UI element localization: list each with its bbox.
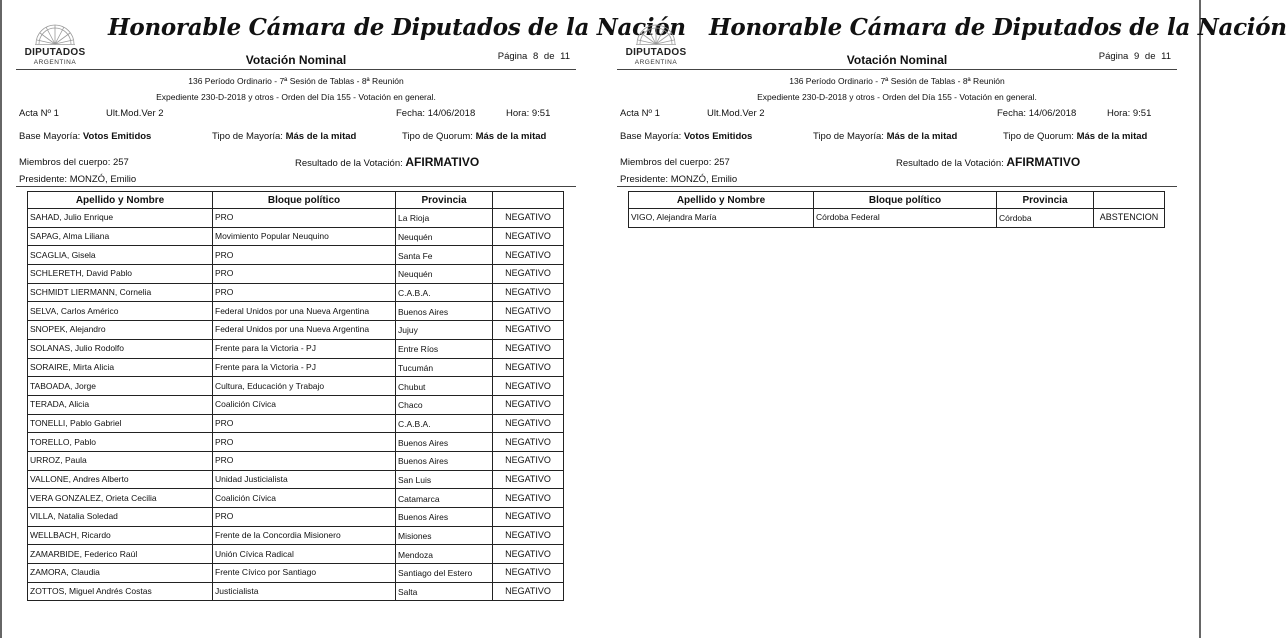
- cell-bloque: PRO: [213, 283, 396, 302]
- page-number: Página 8 de 11: [497, 51, 570, 62]
- presidente: Presidente: MONZÓ, Emilio: [620, 174, 738, 185]
- cell-bloque: Frente para la Victoria - PJ: [213, 358, 396, 377]
- cell-voto: NEGATIVO: [493, 377, 564, 396]
- fecha-field: Fecha: 14/06/2018: [396, 108, 476, 119]
- title-divider: [16, 69, 576, 70]
- cell-provincia: C.A.B.A.: [396, 414, 493, 433]
- base-mayoria: Base Mayoría: Votos Emitidos: [19, 131, 152, 142]
- cell-provincia: Buenos Aires: [396, 451, 493, 470]
- column-header-name: Apellido y Nombre: [629, 192, 814, 209]
- table-row: [28, 508, 564, 527]
- cell-name: SOLANAS, Julio Rodolfo: [28, 339, 213, 358]
- cell-voto: NEGATIVO: [493, 209, 564, 228]
- tipo-quorum: Tipo de Quorum: Más de la mitad: [1003, 131, 1148, 142]
- cell-voto: NEGATIVO: [493, 246, 564, 265]
- congress-dome-icon: [635, 14, 677, 46]
- table-row: [28, 321, 564, 340]
- cell-voto: NEGATIVO: [493, 302, 564, 321]
- cell-name: URROZ, Paula: [28, 451, 213, 470]
- cell-name: TABOADA, Jorge: [28, 377, 213, 396]
- logo-text-argentina: ARGENTINA: [33, 59, 77, 66]
- table-row: [28, 339, 564, 358]
- miembros-cuerpo: Miembros del cuerpo: 257: [19, 157, 129, 168]
- ult-mod-version: Ult.Mod.Ver 2: [707, 108, 765, 119]
- miembros-cuerpo: Miembros del cuerpo: 257: [620, 157, 730, 168]
- cell-provincia: Mendoza: [396, 545, 493, 564]
- resultado-votacion: Resultado de la Votación: AFIRMATIVO: [295, 155, 480, 169]
- column-header-bloque: Bloque político: [814, 192, 997, 209]
- cell-bloque: PRO: [213, 508, 396, 527]
- cell-bloque: Coalición Cívica: [213, 395, 396, 414]
- cell-voto: NEGATIVO: [493, 508, 564, 527]
- resultado-votacion: Resultado de la Votación: AFIRMATIVO: [896, 155, 1081, 169]
- hora-field: Hora: 9:51: [1107, 108, 1152, 119]
- cell-voto: NEGATIVO: [493, 564, 564, 583]
- acta-number: Acta Nº 1: [620, 108, 660, 119]
- cell-voto: NEGATIVO: [493, 414, 564, 433]
- cell-name: ZAMARBIDE, Federico Raúl: [28, 545, 213, 564]
- cell-bloque: Frente Cívico por Santiago: [213, 564, 396, 583]
- cell-voto: NEGATIVO: [493, 321, 564, 340]
- logo-text-diputados: DIPUTADOS: [24, 47, 86, 58]
- cell-bloque: PRO: [213, 414, 396, 433]
- cell-voto: NEGATIVO: [493, 545, 564, 564]
- table-header-row: [629, 192, 1165, 209]
- cell-bloque: PRO: [213, 451, 396, 470]
- cell-voto: NEGATIVO: [493, 339, 564, 358]
- cell-provincia: La Rioja: [396, 209, 493, 228]
- table-row: [28, 433, 564, 452]
- cell-bloque: PRO: [213, 246, 396, 265]
- table-divider: [617, 186, 1177, 187]
- cell-provincia: Buenos Aires: [396, 508, 493, 527]
- cell-voto: NEGATIVO: [493, 227, 564, 246]
- cell-name: ZAMORA, Claudia: [28, 564, 213, 583]
- cell-provincia: San Luis: [396, 470, 493, 489]
- table-row: [28, 545, 564, 564]
- cell-provincia: Santiago del Estero: [396, 564, 493, 583]
- logo-text-argentina: ARGENTINA: [634, 59, 678, 66]
- page-number: Página 9 de 11: [1098, 51, 1171, 62]
- table-row: [28, 470, 564, 489]
- votes-table: [628, 191, 1165, 228]
- logo-text-diputados: DIPUTADOS: [625, 47, 687, 58]
- cell-bloque: Justicialista: [213, 582, 396, 601]
- cell-name: SCHMIDT LIERMANN, Cornelia: [28, 283, 213, 302]
- table-row: [28, 358, 564, 377]
- column-header-provincia: Provincia: [997, 192, 1094, 209]
- cell-provincia: Santa Fe: [396, 246, 493, 265]
- cell-bloque: PRO: [213, 209, 396, 228]
- cell-bloque: Unidad Justicialista: [213, 470, 396, 489]
- congress-dome-icon: [34, 14, 76, 46]
- cell-provincia: Buenos Aires: [396, 433, 493, 452]
- cell-name: SORAIRE, Mirta Alicia: [28, 358, 213, 377]
- cell-voto: NEGATIVO: [493, 265, 564, 284]
- table-row: [28, 489, 564, 508]
- cell-provincia: Entre Ríos: [396, 339, 493, 358]
- cell-bloque: Federal Unidos por una Nueva Argentina: [213, 302, 396, 321]
- fecha-field: Fecha: 14/06/2018: [997, 108, 1077, 119]
- cell-name: SAHAD, Julio Enrique: [28, 209, 213, 228]
- left-border-line: [0, 0, 2, 638]
- cell-voto: NEGATIVO: [493, 395, 564, 414]
- cell-provincia: Neuquén: [396, 227, 493, 246]
- tipo-quorum: Tipo de Quorum: Más de la mitad: [402, 131, 547, 142]
- column-header-provincia: Provincia: [396, 192, 493, 209]
- table-row: [28, 414, 564, 433]
- presidente: Presidente: MONZÓ, Emilio: [19, 174, 137, 185]
- table-row: [28, 564, 564, 583]
- cell-provincia: Salta: [396, 582, 493, 601]
- table-row: [28, 302, 564, 321]
- cell-provincia: Córdoba: [997, 209, 1094, 228]
- document-subtitle: Votación Nominal: [846, 53, 948, 67]
- cell-name: TORELLO, Pablo: [28, 433, 213, 452]
- cell-name: TONELLI, Pablo Gabriel: [28, 414, 213, 433]
- cell-provincia: Jujuy: [396, 321, 493, 340]
- column-header-voto: [1094, 192, 1165, 209]
- cell-name: VIGO, Alejandra María: [629, 209, 814, 228]
- table-row: [28, 227, 564, 246]
- document-page-9: [617, 0, 1287, 638]
- cell-voto: NEGATIVO: [493, 582, 564, 601]
- votes-table: [27, 191, 564, 601]
- table-row: [28, 283, 564, 302]
- column-header-voto: [493, 192, 564, 209]
- title-divider: [617, 69, 1177, 70]
- hora-field: Hora: 9:51: [506, 108, 551, 119]
- cell-name: SCAGLIA, Gisela: [28, 246, 213, 265]
- cell-name: WELLBACH, Ricardo: [28, 526, 213, 545]
- cell-voto: NEGATIVO: [493, 470, 564, 489]
- tipo-mayoria: Tipo de Mayoría: Más de la mitad: [212, 131, 357, 142]
- cell-voto: NEGATIVO: [493, 433, 564, 452]
- expediente-info: Expediente 230-D-2018 y otros - Orden del Día 155 - Votación en general.: [156, 92, 436, 102]
- session-info: 136 Período Ordinario - 7ª Sesión de Tablas - 8ª Reunión: [789, 76, 1005, 86]
- cell-name: SAPAG, Alma Liliana: [28, 227, 213, 246]
- cell-bloque: Federal Unidos por una Nueva Argentina: [213, 321, 396, 340]
- cell-bloque: PRO: [213, 433, 396, 452]
- ult-mod-version: Ult.Mod.Ver 2: [106, 108, 164, 119]
- cell-bloque: Frente para la Victoria - PJ: [213, 339, 396, 358]
- cell-provincia: Chaco: [396, 395, 493, 414]
- cell-bloque: PRO: [213, 265, 396, 284]
- cell-name: SNOPEK, Alejandro: [28, 321, 213, 340]
- cell-bloque: Cultura, Educación y Trabajo: [213, 377, 396, 396]
- cell-provincia: Tucumán: [396, 358, 493, 377]
- cell-provincia: Catamarca: [396, 489, 493, 508]
- column-header-bloque: Bloque político: [213, 192, 396, 209]
- cell-name: SELVA, Carlos Américo: [28, 302, 213, 321]
- right-border-line: [1199, 0, 1201, 638]
- cell-bloque: Unión Cívica Radical: [213, 545, 396, 564]
- cell-bloque: Movimiento Popular Neuquino: [213, 227, 396, 246]
- cell-voto: NEGATIVO: [493, 283, 564, 302]
- cell-name: ZOTTOS, Miguel Andrés Costas: [28, 582, 213, 601]
- cell-name: SCHLERETH, David Pablo: [28, 265, 213, 284]
- table-row: [28, 526, 564, 545]
- table-row: [28, 451, 564, 470]
- column-header-name: Apellido y Nombre: [28, 192, 213, 209]
- session-info: 136 Período Ordinario - 7ª Sesión de Tablas - 8ª Reunión: [188, 76, 404, 86]
- cell-bloque: Coalición Cívica: [213, 489, 396, 508]
- table-row: [28, 246, 564, 265]
- chamber-title: Honorable Cámara de Diputados de la Nación: [108, 14, 686, 41]
- cell-voto: NEGATIVO: [493, 451, 564, 470]
- table-row: [28, 582, 564, 601]
- table-header-row: [28, 192, 564, 209]
- table-row: [28, 395, 564, 414]
- cell-provincia: Neuquén: [396, 265, 493, 284]
- cell-name: TERADA, Alicia: [28, 395, 213, 414]
- table-row: [28, 265, 564, 284]
- table-row: [28, 377, 564, 396]
- cell-voto: NEGATIVO: [493, 526, 564, 545]
- cell-provincia: Buenos Aires: [396, 302, 493, 321]
- acta-number: Acta Nº 1: [19, 108, 59, 119]
- cell-voto: ABSTENCION: [1094, 209, 1165, 228]
- cell-bloque: Córdoba Federal: [814, 209, 997, 228]
- cell-name: VILLA, Natalia Soledad: [28, 508, 213, 527]
- cell-provincia: C.A.B.A.: [396, 283, 493, 302]
- expediente-info: Expediente 230-D-2018 y otros - Orden del Día 155 - Votación en general.: [757, 92, 1037, 102]
- cell-provincia: Chubut: [396, 377, 493, 396]
- cell-name: VALLONE, Andres Alberto: [28, 470, 213, 489]
- cell-voto: NEGATIVO: [493, 358, 564, 377]
- cell-bloque: Frente de la Concordia Misionero: [213, 526, 396, 545]
- table-row: [28, 209, 564, 228]
- document-subtitle: Votación Nominal: [245, 53, 347, 67]
- cell-name: VERA GONZALEZ, Orieta Cecilia: [28, 489, 213, 508]
- cell-provincia: Misiones: [396, 526, 493, 545]
- table-divider: [16, 186, 576, 187]
- tipo-mayoria: Tipo de Mayoría: Más de la mitad: [813, 131, 958, 142]
- chamber-title: Honorable Cámara de Diputados de la Nación: [709, 14, 1287, 41]
- table-row: [629, 209, 1165, 228]
- base-mayoria: Base Mayoría: Votos Emitidos: [620, 131, 753, 142]
- cell-voto: NEGATIVO: [493, 489, 564, 508]
